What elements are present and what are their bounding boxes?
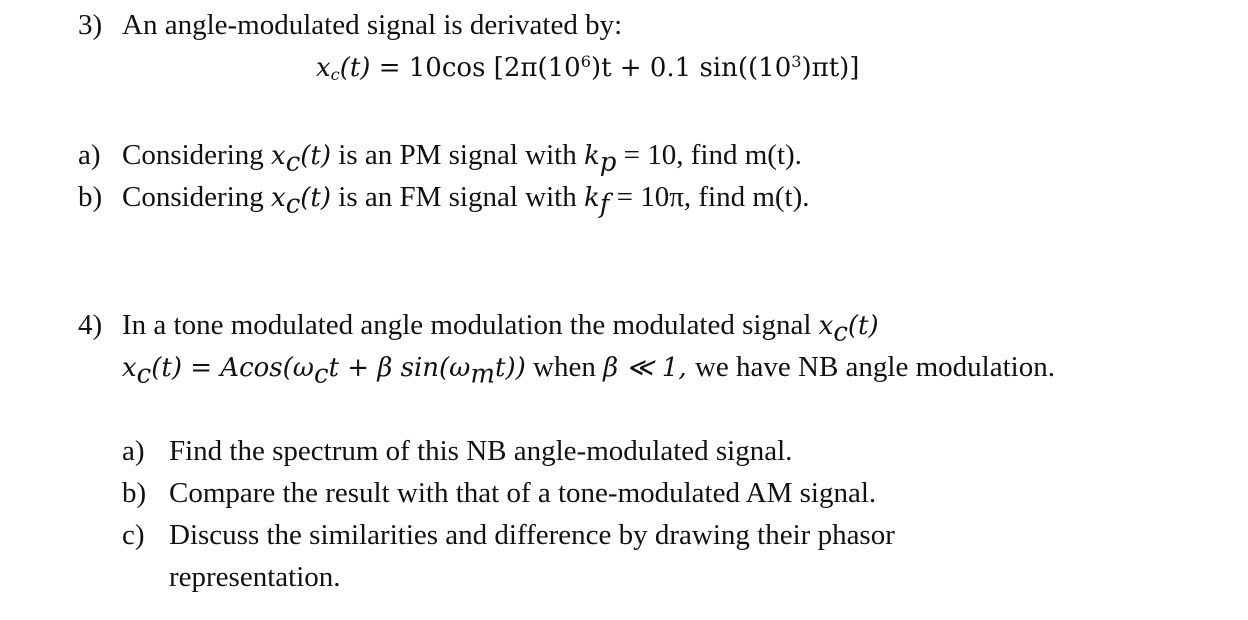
eq-exp2: 3 — [791, 52, 802, 72]
q4-line2-beta: β ≪ 1, — [603, 353, 695, 383]
q4a-text: Find the spectrum of this NB angle-modulated signal. — [169, 435, 793, 467]
q4-line2-wm: m — [470, 359, 496, 390]
q4-line1 — [122, 307, 879, 351]
q3b-mid: is an FM signal with — [331, 181, 584, 213]
q4c-text: Discuss the similarities and difference by drawing their phasor — [169, 519, 895, 551]
q4-line2-sub: c — [136, 359, 152, 390]
q4-line2-acos: Acos — [220, 353, 283, 383]
q4-line2-arg: (t) = — [151, 353, 221, 383]
q3-text: An angle-modulated signal is derivated by: — [122, 9, 623, 41]
q4-line2-open: (ω — [282, 353, 314, 383]
q3a-arg: (t) — [300, 141, 332, 171]
q3b-arg: (t) — [300, 183, 332, 213]
q3b-label: b) — [78, 181, 103, 213]
q4-line2-t2: t)) — [495, 353, 526, 383]
q4b-text: Compare the result with that of a tone-modulated AM signal. — [169, 477, 877, 509]
q4-line2-wc: c — [314, 359, 329, 390]
eq-sub: c — [330, 65, 340, 85]
q4-line2-tail: we have NB angle modulation. — [694, 351, 1055, 383]
q3a-pre: Considering — [122, 139, 272, 171]
q3a-label: a) — [78, 139, 101, 171]
q4-line1-var: x — [818, 311, 834, 341]
q3b-ksub: f — [599, 189, 610, 220]
q3a-post: = 10, find m(t). — [616, 139, 802, 171]
eq-mid: )t + 0.1 sin((10 — [590, 53, 792, 83]
q3b-k: k — [583, 183, 600, 213]
q4b-label: b) — [122, 477, 147, 509]
eq-end: )πt)] — [801, 53, 860, 83]
q3b-post: = 10π, find m(t). — [609, 181, 810, 213]
eq-body: = 10cos [2π(10 — [370, 53, 581, 83]
q4-line2 — [122, 349, 1055, 393]
q3a-ksub: p — [599, 147, 617, 178]
q4-number: 4) — [78, 309, 103, 341]
q4c-label: c) — [122, 519, 145, 551]
q3a-k: k — [583, 141, 600, 171]
q4-line2-var: x — [122, 353, 137, 383]
q3a-text — [122, 137, 802, 181]
q4c-text2: representation. — [169, 561, 341, 593]
q4-line1-sub: c — [833, 317, 848, 348]
q3b-pre: Considering — [122, 181, 272, 213]
eq-arg: (t) — [339, 53, 371, 83]
q3-number: 3) — [78, 9, 103, 41]
q3a-mid: is an PM signal with — [331, 139, 584, 171]
q3-equation — [316, 50, 859, 86]
q3b-text — [122, 179, 810, 223]
eq-exp1: 6 — [580, 52, 591, 72]
q3a-sub: c — [285, 147, 301, 178]
q4a-label: a) — [122, 435, 145, 467]
q3b-var: x — [271, 183, 286, 213]
q4-line2-when: when — [525, 351, 604, 383]
q4-line2-t1: t + β sin(ω — [328, 353, 471, 383]
q3a-var: x — [271, 141, 286, 171]
eq-var: x — [316, 53, 331, 83]
q3b-sub: c — [285, 189, 301, 220]
q4-line1-arg: (t) — [847, 311, 879, 341]
q4-line1-text: In a tone modulated angle modulation the modulated signal — [122, 309, 819, 341]
